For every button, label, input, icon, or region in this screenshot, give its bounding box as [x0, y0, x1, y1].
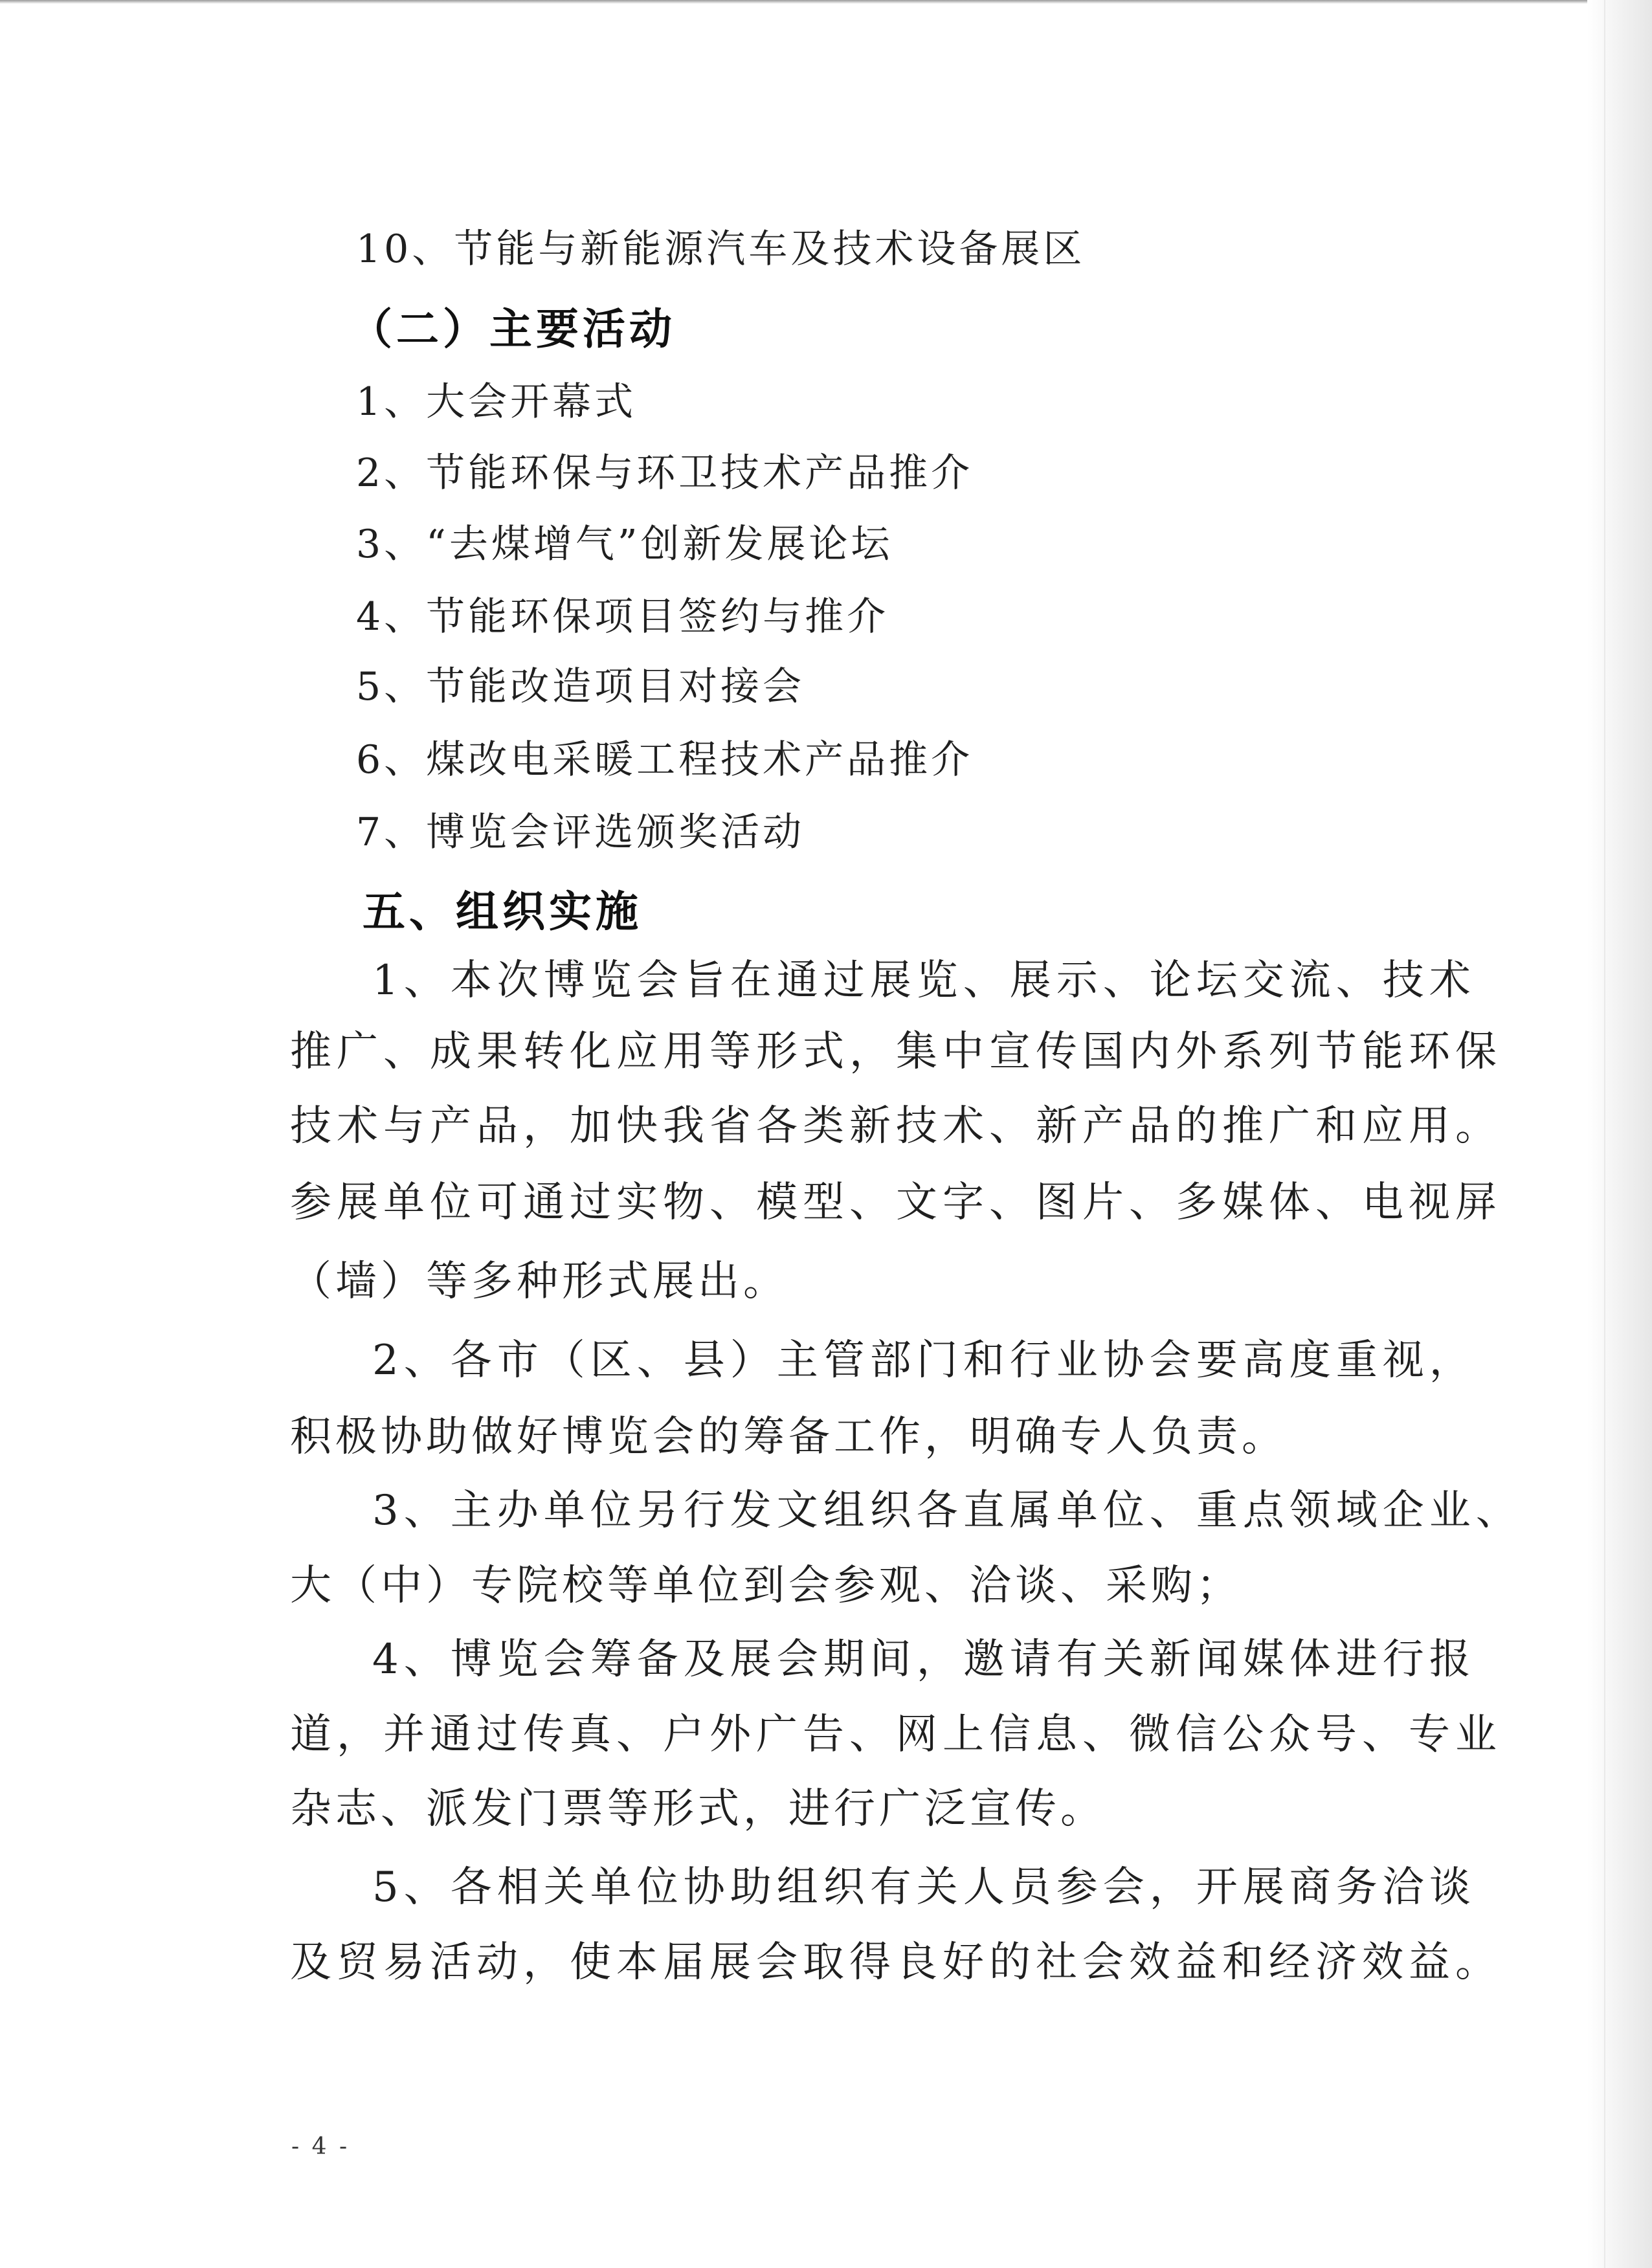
- activity-item-6: 6、煤改电采暖工程技术产品推介: [356, 737, 974, 783]
- activity-item-4: 4、节能环保项目签约与推介: [356, 594, 889, 639]
- activity-item-3: 3、“去煤增气”创新发展论坛: [356, 522, 893, 567]
- activity-item-1: 1、大会开幕式: [356, 379, 637, 425]
- paragraph-5-line-1: 5、各相关单位协助组织有关人员参会，开展商务洽谈: [372, 1863, 1476, 1911]
- section-heading-main-activities: （二）主要活动: [350, 304, 676, 354]
- paragraph-1-line-1: 1、本次博览会旨在通过展览、展示、论坛交流、技术: [372, 957, 1476, 1005]
- scan-right-shadow: [1587, 0, 1652, 2268]
- paragraph-4-line-1: 4、博览会筹备及展会期间，邀请有关新闻媒体进行报: [372, 1636, 1476, 1684]
- paragraph-5-line-2: 及贸易活动，使本届展会取得良好的社会效益和经济效益。: [290, 1939, 1502, 1986]
- page-number: - 4 -: [291, 2133, 350, 2160]
- activity-item-2: 2、节能环保与环卫技术产品推介: [356, 450, 974, 496]
- scan-top-edge: [0, 0, 1652, 4]
- paragraph-3-line-2: 大（中）专院校等单位到会参观、洽谈、采购；: [290, 1562, 1242, 1610]
- paragraph-1-line-4: 参展单位可通过实物、模型、文字、图片、多媒体、电视屏: [290, 1179, 1502, 1227]
- activity-item-7: 7、博览会评选颁奖活动: [356, 810, 805, 855]
- paragraph-2-line-2: 积极协助做好博览会的筹备工作，明确专人负责。: [290, 1413, 1287, 1461]
- paragraph-4-line-3: 杂志、派发门票等形式，进行广泛宣传。: [290, 1785, 1106, 1833]
- exhibit-zone-10: 10、节能与新能源汽车及技术设备展区: [356, 227, 1086, 272]
- activity-item-5: 5、节能改造项目对接会: [356, 664, 805, 709]
- section-heading-organization: 五、组织实施: [363, 886, 642, 937]
- paragraph-1-line-5: （墙）等多种形式展出。: [290, 1258, 788, 1306]
- paragraph-2-line-1: 2、各市（区、县）主管部门和行业协会要高度重视，: [372, 1337, 1476, 1384]
- paragraph-4-line-2: 道，并通过传真、户外广告、网上信息、微信公众号、专业: [290, 1711, 1502, 1759]
- scan-right-edge: [1604, 0, 1605, 2268]
- paragraph-1-line-2: 推广、成果转化应用等形式，集中宣传国内外系列节能环保: [290, 1028, 1502, 1076]
- paragraph-1-line-3: 技术与产品，加快我省各类新技术、新产品的推广和应用。: [290, 1102, 1502, 1150]
- paragraph-3-line-1: 3、主办单位另行发文组织各直属单位、重点领域企业、: [372, 1487, 1523, 1535]
